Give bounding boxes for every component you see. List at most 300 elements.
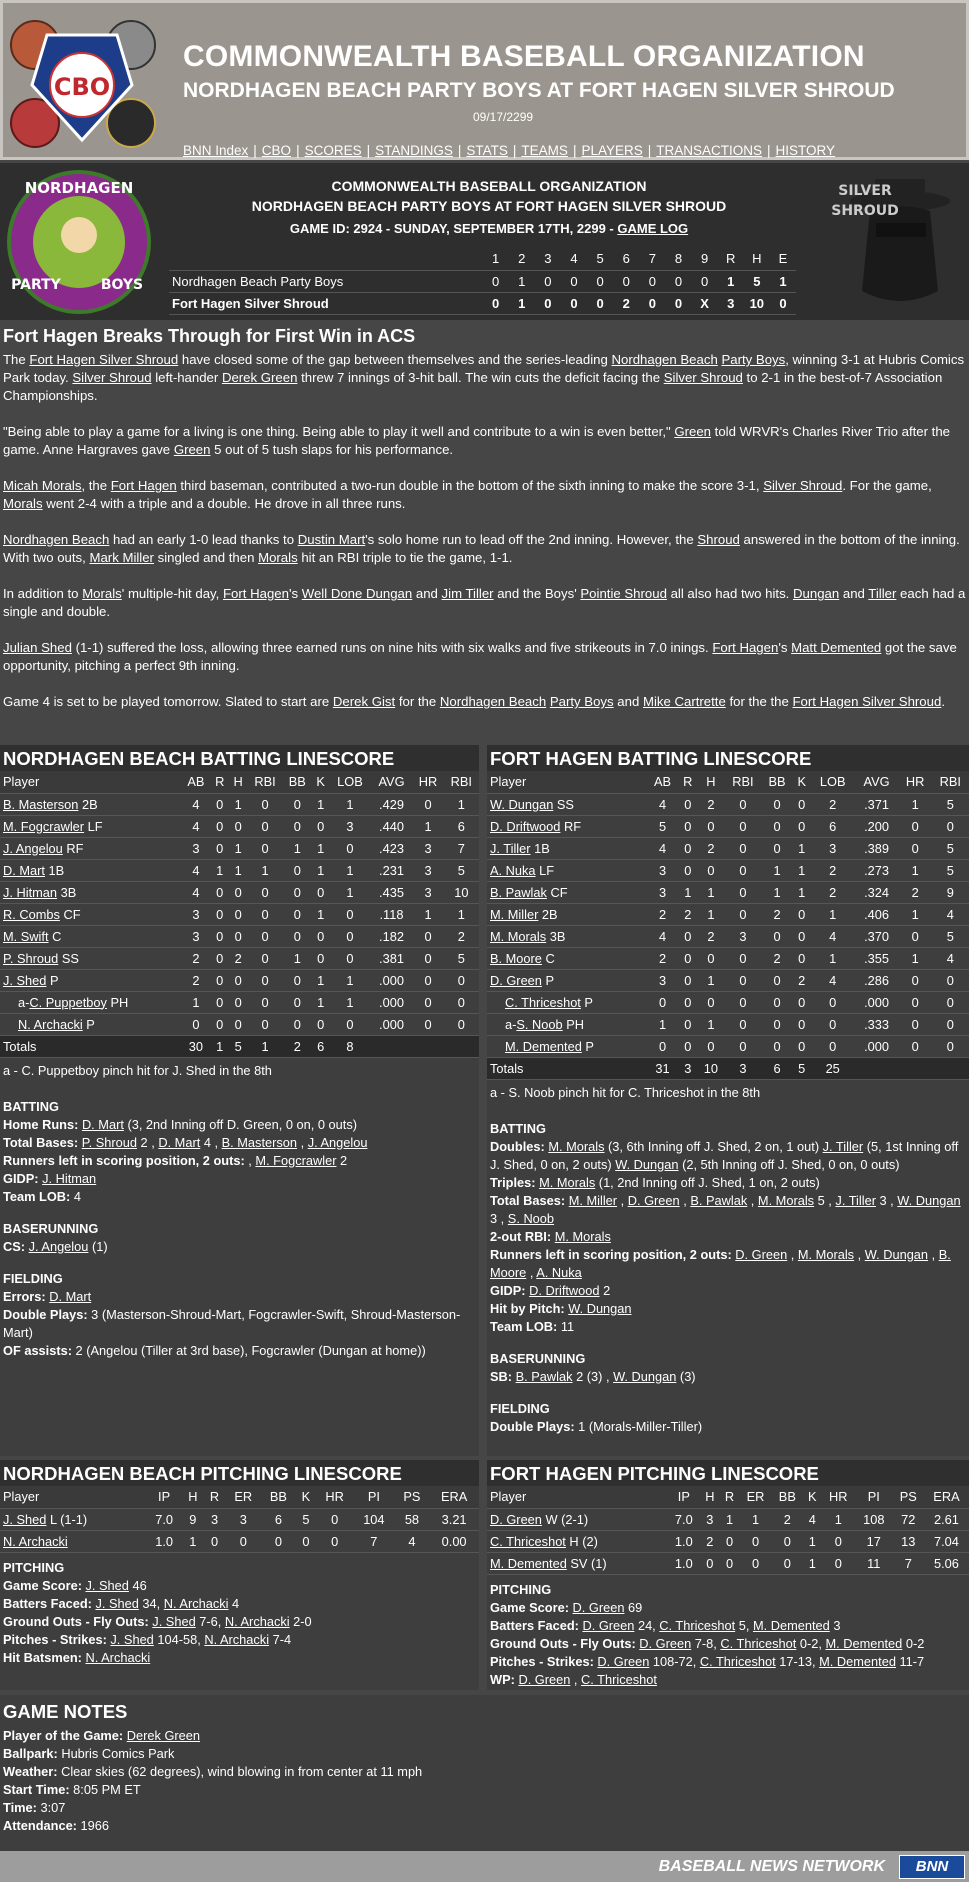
player-link[interactable]: D. Mart — [3, 862, 45, 878]
nav-separator: | — [767, 143, 771, 158]
nav-link[interactable]: BNN Index — [183, 143, 249, 158]
column-header: RBI — [724, 771, 761, 793]
stat-cell: 4 — [647, 925, 678, 947]
player-link[interactable]: S. Noob — [516, 1016, 563, 1032]
link[interactable]: M. Morals — [757, 1192, 815, 1208]
note-line: GIDP: J. Hitman — [3, 1170, 97, 1186]
link[interactable]: Fort Hagen — [110, 478, 177, 493]
player-link[interactable]: J. Tiller — [490, 840, 531, 856]
stat-cell: 3 — [412, 859, 443, 881]
link[interactable]: W. Dungan — [615, 1156, 679, 1172]
link[interactable]: J. Shed — [152, 1613, 196, 1629]
totals-cell: 3 — [724, 1057, 761, 1079]
player-cell: J. Shed P — [0, 969, 181, 991]
stat-cell: 5 — [932, 793, 969, 815]
link[interactable]: Mike Cartrette — [642, 694, 726, 709]
link[interactable]: D. Green — [735, 1246, 788, 1262]
link[interactable]: Fort Hagen Silver Shroud — [792, 694, 942, 709]
line-cell: 0 — [639, 292, 665, 314]
stat-cell: 0 — [899, 925, 932, 947]
table-header-row — [0, 1486, 479, 1508]
totals-cell: 30 — [181, 1035, 210, 1057]
stat-cell: 3 — [647, 859, 678, 881]
link[interactable]: D. Green — [627, 1192, 680, 1208]
stat-cell: 13 — [893, 1530, 924, 1552]
stat-cell: .370 — [854, 925, 898, 947]
link[interactable]: Green — [173, 442, 211, 457]
link[interactable]: Julian Shed — [3, 640, 72, 655]
nordhagen-pitching-notes — [0, 1553, 479, 1667]
player-cell: M. Miller 2B — [487, 903, 647, 925]
stat-cell: 1 — [698, 1013, 725, 1035]
nav-link[interactable]: HISTORY — [775, 143, 836, 158]
table-row — [487, 793, 969, 815]
story-paragraph: Julian Shed (1-1) suffered the loss, allowing three earned runs on nine hits with six walks and five strikeouts in 7.0 inings. Fort Hagen's Matt Demented got the save opportunity, pitching a perfect 9th inning. — [3, 640, 957, 673]
player-link[interactable]: P. Shroud — [3, 950, 59, 966]
link[interactable]: M. Demented — [825, 1635, 903, 1651]
column-header: K — [296, 1486, 317, 1508]
link[interactable]: B. Pawlak — [515, 1368, 573, 1384]
stat-cell: 5 — [296, 1508, 317, 1530]
nav-link[interactable]: TEAMS — [521, 143, 568, 158]
line-cell: 0 — [561, 292, 587, 314]
stat-cell: 0 — [412, 991, 443, 1013]
link[interactable]: D. Green — [582, 1617, 635, 1633]
note-line: Hit Batsmen: N. Archacki — [3, 1649, 151, 1665]
column-header: Player — [487, 771, 647, 793]
player-link[interactable]: J. Shed — [3, 1511, 47, 1527]
link[interactable]: M. Demented — [752, 1617, 830, 1633]
table-row — [487, 1013, 969, 1035]
link[interactable]: N. Archacki — [85, 1649, 151, 1665]
stat-cell: .440 — [371, 815, 413, 837]
stat-cell: 1 — [678, 881, 697, 903]
stat-cell: 1.0 — [668, 1552, 700, 1574]
nordhagen-pitching-panel — [0, 1460, 479, 1690]
line-row — [169, 292, 796, 314]
column-header: IP — [668, 1486, 700, 1508]
player-link[interactable]: C. Puppetboy — [29, 994, 107, 1010]
stat-cell: 0 — [793, 991, 811, 1013]
player-link[interactable]: A. Nuka — [490, 862, 536, 878]
stat-cell: 0 — [261, 1530, 296, 1552]
inning-header: 9 — [692, 248, 718, 270]
stat-cell: 2 — [698, 837, 725, 859]
player-link[interactable]: C. Thriceshot — [490, 1533, 566, 1549]
player-cell: J. Shed L (1-1) — [0, 1508, 146, 1530]
player-link[interactable]: D. Green — [490, 1511, 542, 1527]
stat-cell: 0 — [698, 815, 725, 837]
link[interactable]: Green — [674, 424, 711, 439]
link[interactable]: C. Thriceshot — [720, 1635, 797, 1651]
line-cell: 0 — [692, 270, 718, 292]
column-header: HR — [822, 1486, 855, 1508]
link[interactable]: D. Green — [572, 1599, 625, 1615]
stat-cell: 1 — [312, 903, 329, 925]
link[interactable]: Nordhagen Beach — [611, 352, 718, 367]
column-header: RBI — [932, 771, 969, 793]
stat-cell: 4 — [803, 1508, 822, 1530]
stat-cell: 1 — [229, 837, 247, 859]
stat-cell: 1 — [803, 1530, 822, 1552]
link[interactable]: J. Tiller — [822, 1138, 864, 1154]
svg-text:SHROUD: SHROUD — [831, 203, 899, 219]
player-link[interactable]: N. Archacki — [18, 1016, 83, 1032]
stat-cell: 0 — [312, 881, 329, 903]
link[interactable]: C. Thriceshot — [659, 1617, 736, 1633]
player-link[interactable]: M. Demented — [490, 1555, 567, 1571]
player-link[interactable]: J. Hitman — [3, 884, 58, 900]
line-cell: 0 — [770, 292, 796, 314]
stat-cell: 0 — [678, 925, 697, 947]
stat-cell: 7.0 — [668, 1508, 700, 1530]
stat-cell: 1 — [899, 859, 932, 881]
link[interactable]: M. Fogcrawler — [255, 1152, 337, 1168]
link[interactable]: Dungan — [793, 586, 840, 601]
stat-cell: 0 — [283, 1013, 312, 1035]
stat-cell: 0 — [229, 903, 247, 925]
stat-cell: .389 — [854, 837, 898, 859]
stat-cell: 0 — [772, 1530, 803, 1552]
nav-link[interactable]: TRANSACTIONS — [656, 143, 763, 158]
totals-cell: 1 — [211, 1035, 229, 1057]
column-header: AVG — [371, 771, 413, 793]
link[interactable]: A. Nuka — [536, 1264, 582, 1280]
nordhagen-logo — [6, 169, 152, 315]
link[interactable]: J. Shed — [95, 1595, 139, 1611]
stat-cell: 0 — [811, 1013, 855, 1035]
player-link[interactable]: J. Shed — [3, 972, 47, 988]
stat-cell: .273 — [854, 859, 898, 881]
stat-cell: 0 — [211, 837, 229, 859]
link[interactable]: N. Archacki — [204, 1631, 270, 1647]
stat-cell: 0 — [247, 837, 282, 859]
note-line: Triples: M. Morals (1, 2nd Inning off J. Shed, 1 on, 2 outs) — [490, 1174, 820, 1190]
table-header-row — [487, 771, 969, 793]
link[interactable]: D. Mart — [158, 1134, 201, 1150]
link[interactable]: Morals — [3, 496, 43, 511]
link[interactable]: Nordhagen Beach — [3, 532, 110, 547]
stat-cell: 0 — [678, 1035, 697, 1057]
stat-cell: 0 — [678, 1013, 697, 1035]
player-link[interactable]: D. Green — [490, 972, 542, 988]
totals-cell: Totals — [487, 1057, 647, 1079]
stat-cell: 0 — [762, 1035, 793, 1057]
stat-cell: 5.06 — [924, 1552, 969, 1574]
stat-cell: 17 — [855, 1530, 893, 1552]
link[interactable]: W. Dungan — [613, 1368, 677, 1384]
link[interactable]: Well Done Dungan — [301, 586, 413, 601]
stat-cell: 0 — [247, 991, 282, 1013]
stat-cell: 1 — [229, 793, 247, 815]
stat-cell: 0 — [720, 1530, 740, 1552]
nav-link[interactable]: STANDINGS — [375, 143, 453, 158]
stat-cell: 0 — [793, 793, 811, 815]
stat-cell: 0 — [412, 925, 443, 947]
link[interactable]: Fort Hagen Silver Shroud — [29, 352, 179, 367]
box-game-title: NORDHAGEN BEACH PARTY BOYS AT FORT HAGEN SILVER SHROUD — [251, 198, 727, 214]
stat-cell: 0 — [793, 1035, 811, 1057]
stat-cell: 4 — [932, 947, 969, 969]
link[interactable]: Derek Green — [221, 370, 298, 385]
stat-cell: 0 — [932, 1035, 969, 1057]
stat-cell: 5 — [647, 815, 678, 837]
column-header: K — [793, 771, 811, 793]
link[interactable]: M. Demented — [819, 1653, 896, 1669]
table-row — [487, 991, 969, 1013]
link[interactable]: J. Angelou — [307, 1134, 368, 1150]
link[interactable]: M. Morals — [797, 1246, 855, 1262]
stat-cell: 4 — [932, 903, 969, 925]
game-date: 09/17/2299 — [473, 110, 534, 124]
story-paragraph: Nordhagen Beach had an early 1-0 lead thanks to Dustin Mart's solo home run to lead off the 2nd inning. However, the Shroud answered in the bottom of the inning. With two outs, Mark Miller singled and then Morals hit an RBI triple to tie the game, 1-1. — [3, 532, 960, 565]
column-header: BB — [283, 771, 312, 793]
link[interactable]: D. Green — [518, 1671, 571, 1687]
stat-cell: 2 — [762, 947, 793, 969]
player-link[interactable]: M. Miller — [490, 906, 539, 922]
stat-cell: 0 — [316, 1530, 353, 1552]
stat-cell: 4 — [647, 837, 678, 859]
stat-cell: 0 — [229, 925, 247, 947]
player-link[interactable]: B. Masterson — [3, 796, 79, 812]
player-link[interactable]: C. Thriceshot — [505, 994, 581, 1010]
nav-link[interactable]: SCORES — [304, 143, 362, 158]
fort-hagen-batting-table — [487, 771, 969, 1080]
link[interactable]: Pointie Shroud — [580, 586, 667, 601]
stat-cell: .200 — [854, 815, 898, 837]
game-log-link[interactable]: GAME LOG — [617, 221, 689, 236]
table-row — [487, 815, 969, 837]
stat-cell: 0 — [678, 969, 697, 991]
stat-cell: .000 — [854, 991, 898, 1013]
section-heading: BASERUNNING — [3, 1220, 99, 1236]
link[interactable]: Morals — [258, 550, 298, 565]
stat-cell: 1 — [247, 859, 282, 881]
link[interactable]: B. Moore — [490, 1246, 951, 1280]
stat-cell: 2 — [899, 881, 932, 903]
player-link[interactable]: M. Demented — [505, 1038, 582, 1054]
stat-cell: 5 — [444, 947, 479, 969]
stat-cell: 1 — [793, 881, 811, 903]
stat-cell: .355 — [854, 947, 898, 969]
link[interactable]: M. Morals — [548, 1138, 605, 1154]
link[interactable]: S. Noob — [507, 1210, 555, 1226]
link[interactable]: Micah Morals — [3, 478, 82, 493]
stat-cell: 0 — [899, 1013, 932, 1035]
stat-cell: 0 — [247, 903, 282, 925]
stat-cell: 0 — [283, 881, 312, 903]
nav-separator: | — [253, 143, 257, 158]
player-cell: M. Morals 3B — [487, 925, 647, 947]
link[interactable]: P. Shroud — [81, 1134, 137, 1150]
player-link[interactable]: M. Swift — [3, 928, 49, 944]
link[interactable]: Derek Gist — [332, 694, 396, 709]
link[interactable]: Fort Hagen — [222, 586, 289, 601]
inning-header: H — [744, 248, 770, 270]
player-link[interactable]: R. Combs — [3, 906, 60, 922]
note-line: Pitches - Strikes: J. Shed 104-58, N. Archacki 7-4 — [3, 1631, 292, 1647]
stat-cell: 0 — [762, 793, 793, 815]
stat-cell: 0 — [720, 1552, 740, 1574]
stat-cell: 5 — [444, 859, 479, 881]
link[interactable]: N. Archacki — [163, 1595, 229, 1611]
link[interactable]: M. Miller — [568, 1192, 618, 1208]
link[interactable]: N. Archacki — [224, 1613, 290, 1629]
stat-cell: 1 — [312, 991, 329, 1013]
stat-cell: 7 — [893, 1552, 924, 1574]
link[interactable]: D. Driftwood — [529, 1282, 600, 1298]
link[interactable]: W. Dungan — [568, 1300, 632, 1316]
player-link[interactable]: J. Angelou — [3, 840, 63, 856]
section-heading: FIELDING — [3, 1270, 63, 1286]
panel-title: NORDHAGEN BEACH PITCHING LINESCORE — [0, 1460, 479, 1486]
link[interactable]: C. Thriceshot — [581, 1671, 657, 1687]
stat-cell: 0 — [932, 815, 969, 837]
table-header-row — [0, 771, 479, 793]
nav-link[interactable]: CBO — [261, 143, 292, 158]
link[interactable]: Mark Miller — [89, 550, 154, 565]
bnn-logo[interactable]: BNN — [899, 1855, 965, 1879]
stat-cell: 1 — [312, 969, 329, 991]
stat-cell: 5 — [932, 859, 969, 881]
stat-cell: 0 — [762, 815, 793, 837]
link[interactable]: Party Boys — [549, 694, 614, 709]
nav-separator: | — [457, 143, 462, 158]
column-header: H — [700, 1486, 720, 1508]
column-header: H — [698, 771, 725, 793]
nav-link[interactable]: STATS — [466, 143, 508, 158]
link[interactable]: D. Mart — [81, 1116, 124, 1132]
link[interactable]: J. Angelou — [28, 1238, 89, 1254]
player-link[interactable]: B. Moore — [490, 950, 542, 966]
link[interactable]: Tiller — [868, 586, 897, 601]
column-header: K — [312, 771, 329, 793]
line-cell: 1 — [770, 270, 796, 292]
stat-cell: 0 — [247, 947, 282, 969]
stat-cell: 1 — [412, 815, 443, 837]
note-line: SB: B. Pawlak 2 (3) , W. Dungan (3) — [490, 1368, 696, 1384]
inning-header: R — [718, 248, 744, 270]
link[interactable]: Jim Tiller — [441, 586, 494, 601]
stat-cell: 72 — [893, 1508, 924, 1530]
note-line: WP: D. Green , C. Thriceshot — [490, 1671, 657, 1687]
note-line: Ground Outs - Fly Outs: D. Green 7-8, C. Thriceshot 0-2, M. Demented 0-2 — [490, 1635, 925, 1651]
player-cell: P. Shroud SS — [0, 947, 181, 969]
stat-cell: .429 — [371, 793, 413, 815]
totals-cell: 6 — [762, 1057, 793, 1079]
note-line: CS: J. Angelou (1) — [3, 1238, 108, 1254]
section-heading: PITCHING — [3, 1559, 65, 1575]
link[interactable]: M. Morals — [539, 1174, 596, 1190]
link[interactable]: Silver Shroud — [663, 370, 743, 385]
stat-cell: 0 — [229, 991, 247, 1013]
column-header: HR — [899, 771, 932, 793]
stat-cell: 4 — [811, 969, 855, 991]
stat-cell: 58 — [395, 1508, 430, 1530]
player-cell: a-S. Noob PH — [487, 1013, 647, 1035]
svg-text:NORDHAGEN: NORDHAGEN — [24, 179, 134, 197]
note-line: Attendance: 1966 — [3, 1818, 109, 1833]
link[interactable]: J. Shed — [110, 1631, 154, 1647]
link[interactable]: D. Green — [597, 1653, 650, 1669]
nav-link[interactable]: PLAYERS — [581, 143, 643, 158]
link[interactable]: Silver Shroud — [72, 370, 152, 385]
link[interactable]: D. Green — [639, 1635, 692, 1651]
player-link[interactable]: M. Fogcrawler — [3, 818, 85, 834]
totals-cell: 10 — [698, 1057, 725, 1079]
note-line: Double Plays: 3 (Masterson-Shroud-Mart, Fogcrawler-Swift, Shroud-Masterson-Mart) — [3, 1306, 461, 1340]
link[interactable]: W. Dungan — [864, 1246, 929, 1262]
link[interactable]: B. Pawlak — [690, 1192, 748, 1208]
stat-cell: 0 — [312, 925, 329, 947]
player-link[interactable]: D. Driftwood — [490, 818, 561, 834]
line-cell: X — [692, 292, 718, 314]
fort-hagen-pitching-table — [487, 1486, 969, 1575]
stat-cell: 0 — [739, 1552, 771, 1574]
section-heading: BATTING — [3, 1098, 59, 1114]
stat-cell: 2 — [181, 947, 210, 969]
stat-cell: 0 — [647, 991, 678, 1013]
link[interactable]: Party Boys — [721, 352, 786, 367]
link[interactable]: C. Thriceshot — [699, 1653, 776, 1669]
link[interactable]: B. Masterson — [221, 1134, 298, 1150]
stat-cell: .231 — [371, 859, 413, 881]
column-header: R — [720, 1486, 740, 1508]
player-link[interactable]: B. Pawlak — [490, 884, 547, 900]
stat-cell: 2 — [444, 925, 479, 947]
link[interactable]: Shroud — [697, 532, 740, 547]
line-cell: 1 — [718, 270, 744, 292]
stat-cell: 1 — [444, 793, 479, 815]
stat-cell: 0 — [899, 991, 932, 1013]
story-paragraph: In addition to Morals' multiple-hit day, Fort Hagen's Well Done Dungan and Jim Tiller and the Boys' Pointie Shroud all also had two hits. Dungan and Tiller each had a single and double. — [3, 586, 966, 619]
link[interactable]: Derek Green — [126, 1728, 201, 1743]
stat-cell: 0 — [822, 1530, 855, 1552]
line-cell: 0 — [613, 270, 639, 292]
stat-cell: 1 — [793, 837, 811, 859]
player-link[interactable]: M. Morals — [490, 928, 547, 944]
link[interactable]: Dustin Mart — [297, 532, 366, 547]
stat-cell: 1 — [312, 837, 329, 859]
table-header-row — [487, 1486, 969, 1508]
link[interactable]: Morals — [82, 586, 122, 601]
link[interactable]: Matt Demented — [791, 640, 882, 655]
stat-cell: .333 — [854, 1013, 898, 1035]
column-header: R — [204, 1486, 226, 1508]
link[interactable]: M. Morals — [554, 1228, 611, 1244]
stat-cell: 0 — [700, 1552, 720, 1574]
stat-cell: 0 — [793, 925, 811, 947]
link[interactable]: J. Tiller — [835, 1192, 876, 1208]
link[interactable]: J. Shed — [85, 1577, 129, 1593]
link[interactable]: Fort Hagen — [712, 640, 779, 655]
link[interactable]: D. Mart — [49, 1288, 92, 1304]
stat-cell: 3 — [647, 881, 678, 903]
player-link[interactable]: N. Archacki — [3, 1533, 68, 1549]
player-link[interactable]: W. Dungan — [490, 796, 554, 812]
link[interactable]: Nordhagen Beach — [439, 694, 547, 709]
link[interactable]: W. Dungan — [897, 1192, 961, 1208]
stat-cell: 3 — [204, 1508, 226, 1530]
stat-cell: 7.0 — [146, 1508, 182, 1530]
stat-cell: 9 — [182, 1508, 204, 1530]
stat-cell: 3 — [181, 925, 210, 947]
link[interactable]: Silver Shroud — [763, 478, 843, 493]
line-cell: 0 — [561, 270, 587, 292]
stat-cell: 0 — [211, 925, 229, 947]
link[interactable]: J. Hitman — [42, 1170, 97, 1186]
fort-hagen-pitching-panel — [487, 1460, 969, 1690]
